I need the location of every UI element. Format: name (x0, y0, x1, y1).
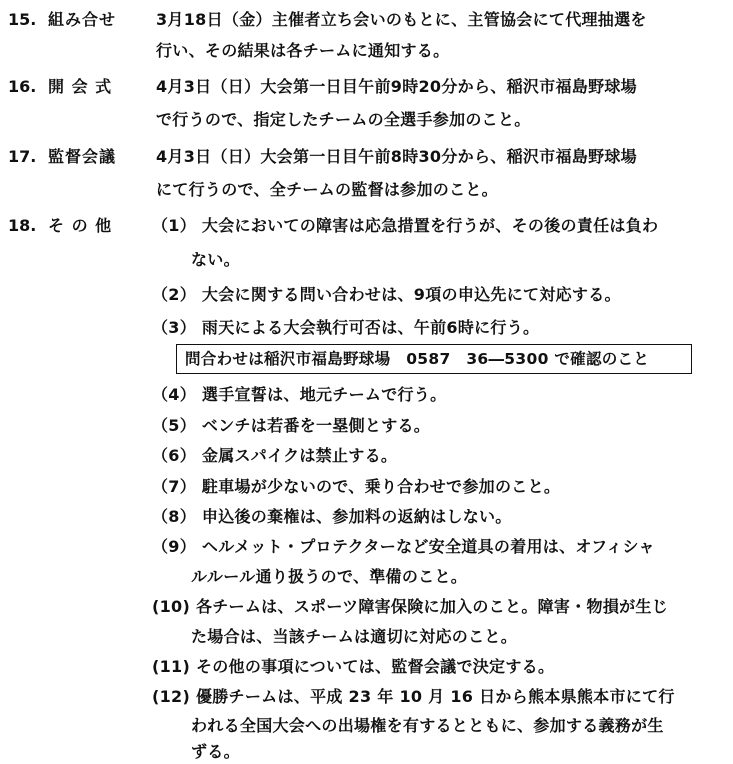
item-5: （5） ベンチは若番を一塁側とする。 (152, 416, 431, 435)
item-6: （6） 金属スパイクは禁止する。 (152, 446, 398, 465)
item-10-line-2: た場合は、当該チームは適切に対応のこと。 (191, 627, 518, 646)
section-15-line-2: 行い、その結果は各チームに通知する。 (156, 41, 450, 60)
item-2: （2） 大会に関する問い合わせは、9項の申込先にて対応する。 (152, 285, 621, 304)
section-17-heading: 監督会議 (48, 147, 117, 166)
item-8: （8） 申込後の棄権は、参加料の返納はしない。 (152, 507, 512, 526)
section-16-line-2: で行うので、指定したチームの全選手参加のこと。 (156, 110, 531, 129)
item-1-line-1: （1） 大会においての障害は応急措置を行うが、その後の責任は負わ (152, 216, 659, 235)
item-10-line-1: (10) 各チームは、スポーツ障害保険に加入のこと。障害・物損が生じ (152, 597, 669, 616)
section-17-line-2: にて行うので、全チームの監督は参加のこと。 (156, 180, 498, 199)
item-12-line-3: ずる。 (191, 742, 240, 761)
section-17-line-1: 4月3日（日）大会第一日目午前8時30分から、稲沢市福島野球場 (156, 147, 637, 166)
section-18-number: 18. (8, 216, 37, 235)
item-11: (11) その他の事項については、監督会議で決定する。 (152, 657, 555, 676)
section-18-heading: そ の 他 (48, 216, 113, 235)
section-16-line-1: 4月3日（日）大会第一日目午前9時20分から、稲沢市福島野球場 (156, 77, 637, 96)
item-1-line-2: ない。 (191, 250, 240, 269)
contact-note: 問合わせは稲沢市福島野球場 0587 36―5300 で確認のこと (185, 350, 650, 368)
item-9-line-2: ルルール通り扱うので、準備のこと。 (191, 567, 468, 586)
item-9-line-1: （9） ヘルメット・プロテクターなど安全道具の着用は、オフィシャ (152, 537, 655, 556)
section-17-number: 17. (8, 147, 37, 166)
item-3: （3） 雨天による大会執行可否は、午前6時に行う。 (152, 318, 540, 337)
section-16-number: 16. (8, 77, 37, 96)
item-12-line-1: (12) 優勝チームは、平成 23 年 10 月 16 日から熊本県熊本市にて行 (152, 687, 675, 706)
contact-note-box (176, 344, 692, 374)
section-15-number: 15. (8, 10, 37, 29)
item-4: （4） 選手宣誓は、地元チームで行う。 (152, 385, 447, 404)
section-15-line-1: 3月18日（金）主催者立ち会いのもとに、主管協会にて代理抽選を (156, 10, 647, 29)
item-7: （7） 駐車場が少ないので、乗り合わせで参加のこと。 (152, 477, 561, 496)
section-16-heading: 開 会 式 (48, 77, 113, 96)
item-12-line-2: われる全国大会への出場権を有するとともに、参加する義務が生 (191, 716, 664, 735)
section-15-heading: 組み合せ (48, 10, 117, 29)
